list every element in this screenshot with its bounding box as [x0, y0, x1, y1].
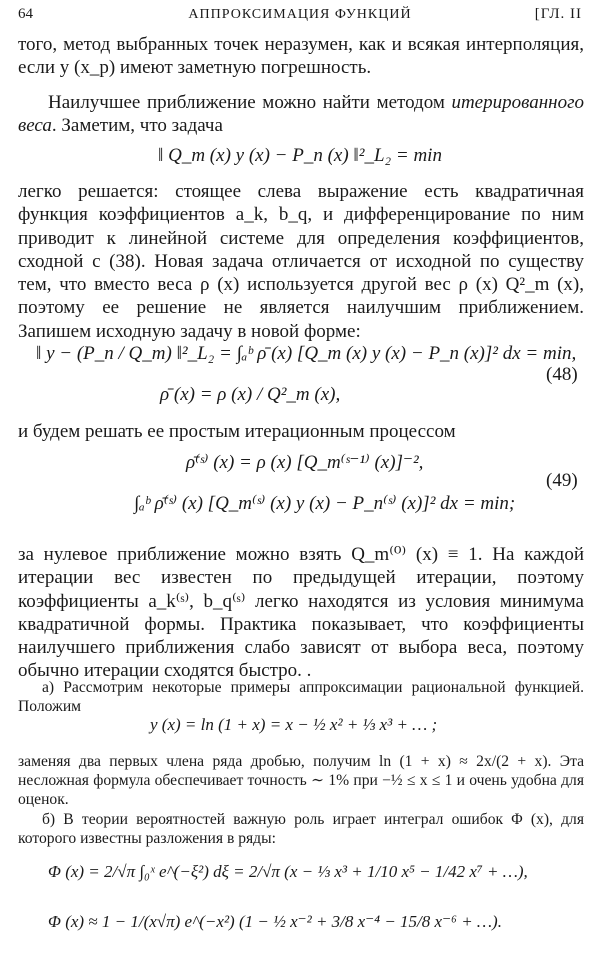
- equation-ln-series: y (x) = ln (1 + x) = x − ½ x² + ⅓ x³ + … ;: [150, 715, 438, 734]
- equation-49-number: (49): [546, 470, 578, 491]
- chapter-label: [ГЛ. II: [534, 6, 582, 22]
- paragraph-4: [18, 420, 584, 443]
- paragraph-1: [18, 33, 584, 80]
- paragraph-5-text: за нулевое приближение можно взять Q_m⁽⁰⁾ (x) ≡ 1. На каждой итерации вес известен по предыдущей итерации, поэтому коэффициенты a_k⁽ˢ⁾, b_q⁽ˢ⁾ легко находятся из условия минимума квадратичной формы. Практика показывает, что коэффициенты наилучшего приближения слабо зависят от выбора веса, поэтому обычно итерации сходятся быстро. .: [18, 544, 584, 682]
- example-a-text: а) Рассмотрим некоторые примеры аппроксимации рациональной функцией. Положим: [18, 679, 584, 715]
- example-a: [18, 678, 584, 716]
- p2-start: Наилучшее приближение можно найти методом: [48, 92, 452, 113]
- equation-48-number: (48): [546, 364, 578, 385]
- paragraph-2-text: [18, 91, 584, 138]
- paragraph-3: [18, 180, 584, 343]
- example-a-continued-text: заменяя два первых члена ряда дробью, получим ln (1 + x) ≈ 2x/(2 + x). Эта несложная формула обеспечивает точность ∼ 1% при −½ ≤ x ≤ 1 и очень удобна для оценок.: [18, 753, 584, 808]
- example-b-text: б) В теории вероятностей важную роль играет интеграл ошибок Φ (x), для которого известны разложения в ряды:: [18, 811, 584, 847]
- page-header: [18, 6, 582, 28]
- term-iterated-weight: итерированного веса: [18, 92, 584, 137]
- paragraph-5: [18, 543, 584, 683]
- paragraph-3-text: легко решается: стоящее слева выражение есть квадратичная функция коэффициентов a_k, b_q, и дифференцирование по ним приводит к линейной системе для определения коэффициентов, сходной с (38). Новая задача отличается от исходной по существу тем, что вместо веса ρ (x) используется другой вес ρ (x) Q²_m (x), поэтому ее решение не является наилучшим приближением. Запишем исходную задачу в новой форме:: [18, 181, 584, 342]
- equation-49-line1: ρ̄⁽ˢ⁾ (x) = ρ (x) [Q_m⁽ˢ⁻¹⁾ (x)]⁻²,: [186, 452, 424, 473]
- running-title: АППРОКСИМАЦИЯ ФУНКЦИЙ: [188, 7, 412, 22]
- equation-49-line2: ∫ₐᵇ ρ̄⁽ˢ⁾ (x) [Q_m⁽ˢ⁾ (x) y (x) − P_n⁽ˢ⁾ (x)]² dx = min;: [134, 493, 516, 514]
- paragraph-2: [18, 91, 584, 138]
- p2-end: . Заметим, что задача: [51, 115, 223, 137]
- page-number: 64: [18, 6, 33, 22]
- equation-weighted-norm: ‖ Q_m (x) y (x) − P_n (x) ‖²_L₂ = min: [158, 145, 442, 166]
- equation-48-line1: ‖ y − (P_n / Q_m) ‖²_L₂ = ∫ₐᵇ ρ̄ (x) [Q_m (x) y (x) − P_n (x)]² dx = min,: [36, 343, 577, 364]
- equation-error-function-asymptotic: Φ (x) ≈ 1 − 1/(x√π) e^(−x²) (1 − ½ x⁻² + 3/8 x⁻⁴ − 15/8 x⁻⁶ + …).: [48, 912, 502, 931]
- paragraph-4-text: и будем решать ее простым итерационным процессом: [18, 421, 456, 442]
- paragraph-1-text: того, метод выбранных точек неразумен, как и всякая интерполяция, если y (x_p) имеют заметную погрешность.: [18, 34, 584, 79]
- example-b: [18, 810, 584, 848]
- equation-error-function-series: Φ (x) = 2/√π ∫₀ˣ e^(−ξ²) dξ = 2/√π (x − ⅓ x³ + 1/10 x⁵ − 1/42 x⁷ + …),: [48, 862, 528, 881]
- equation-48-line2: ρ̄ (x) = ρ (x) / Q²_m (x),: [160, 384, 341, 405]
- example-a-continued: [18, 752, 584, 809]
